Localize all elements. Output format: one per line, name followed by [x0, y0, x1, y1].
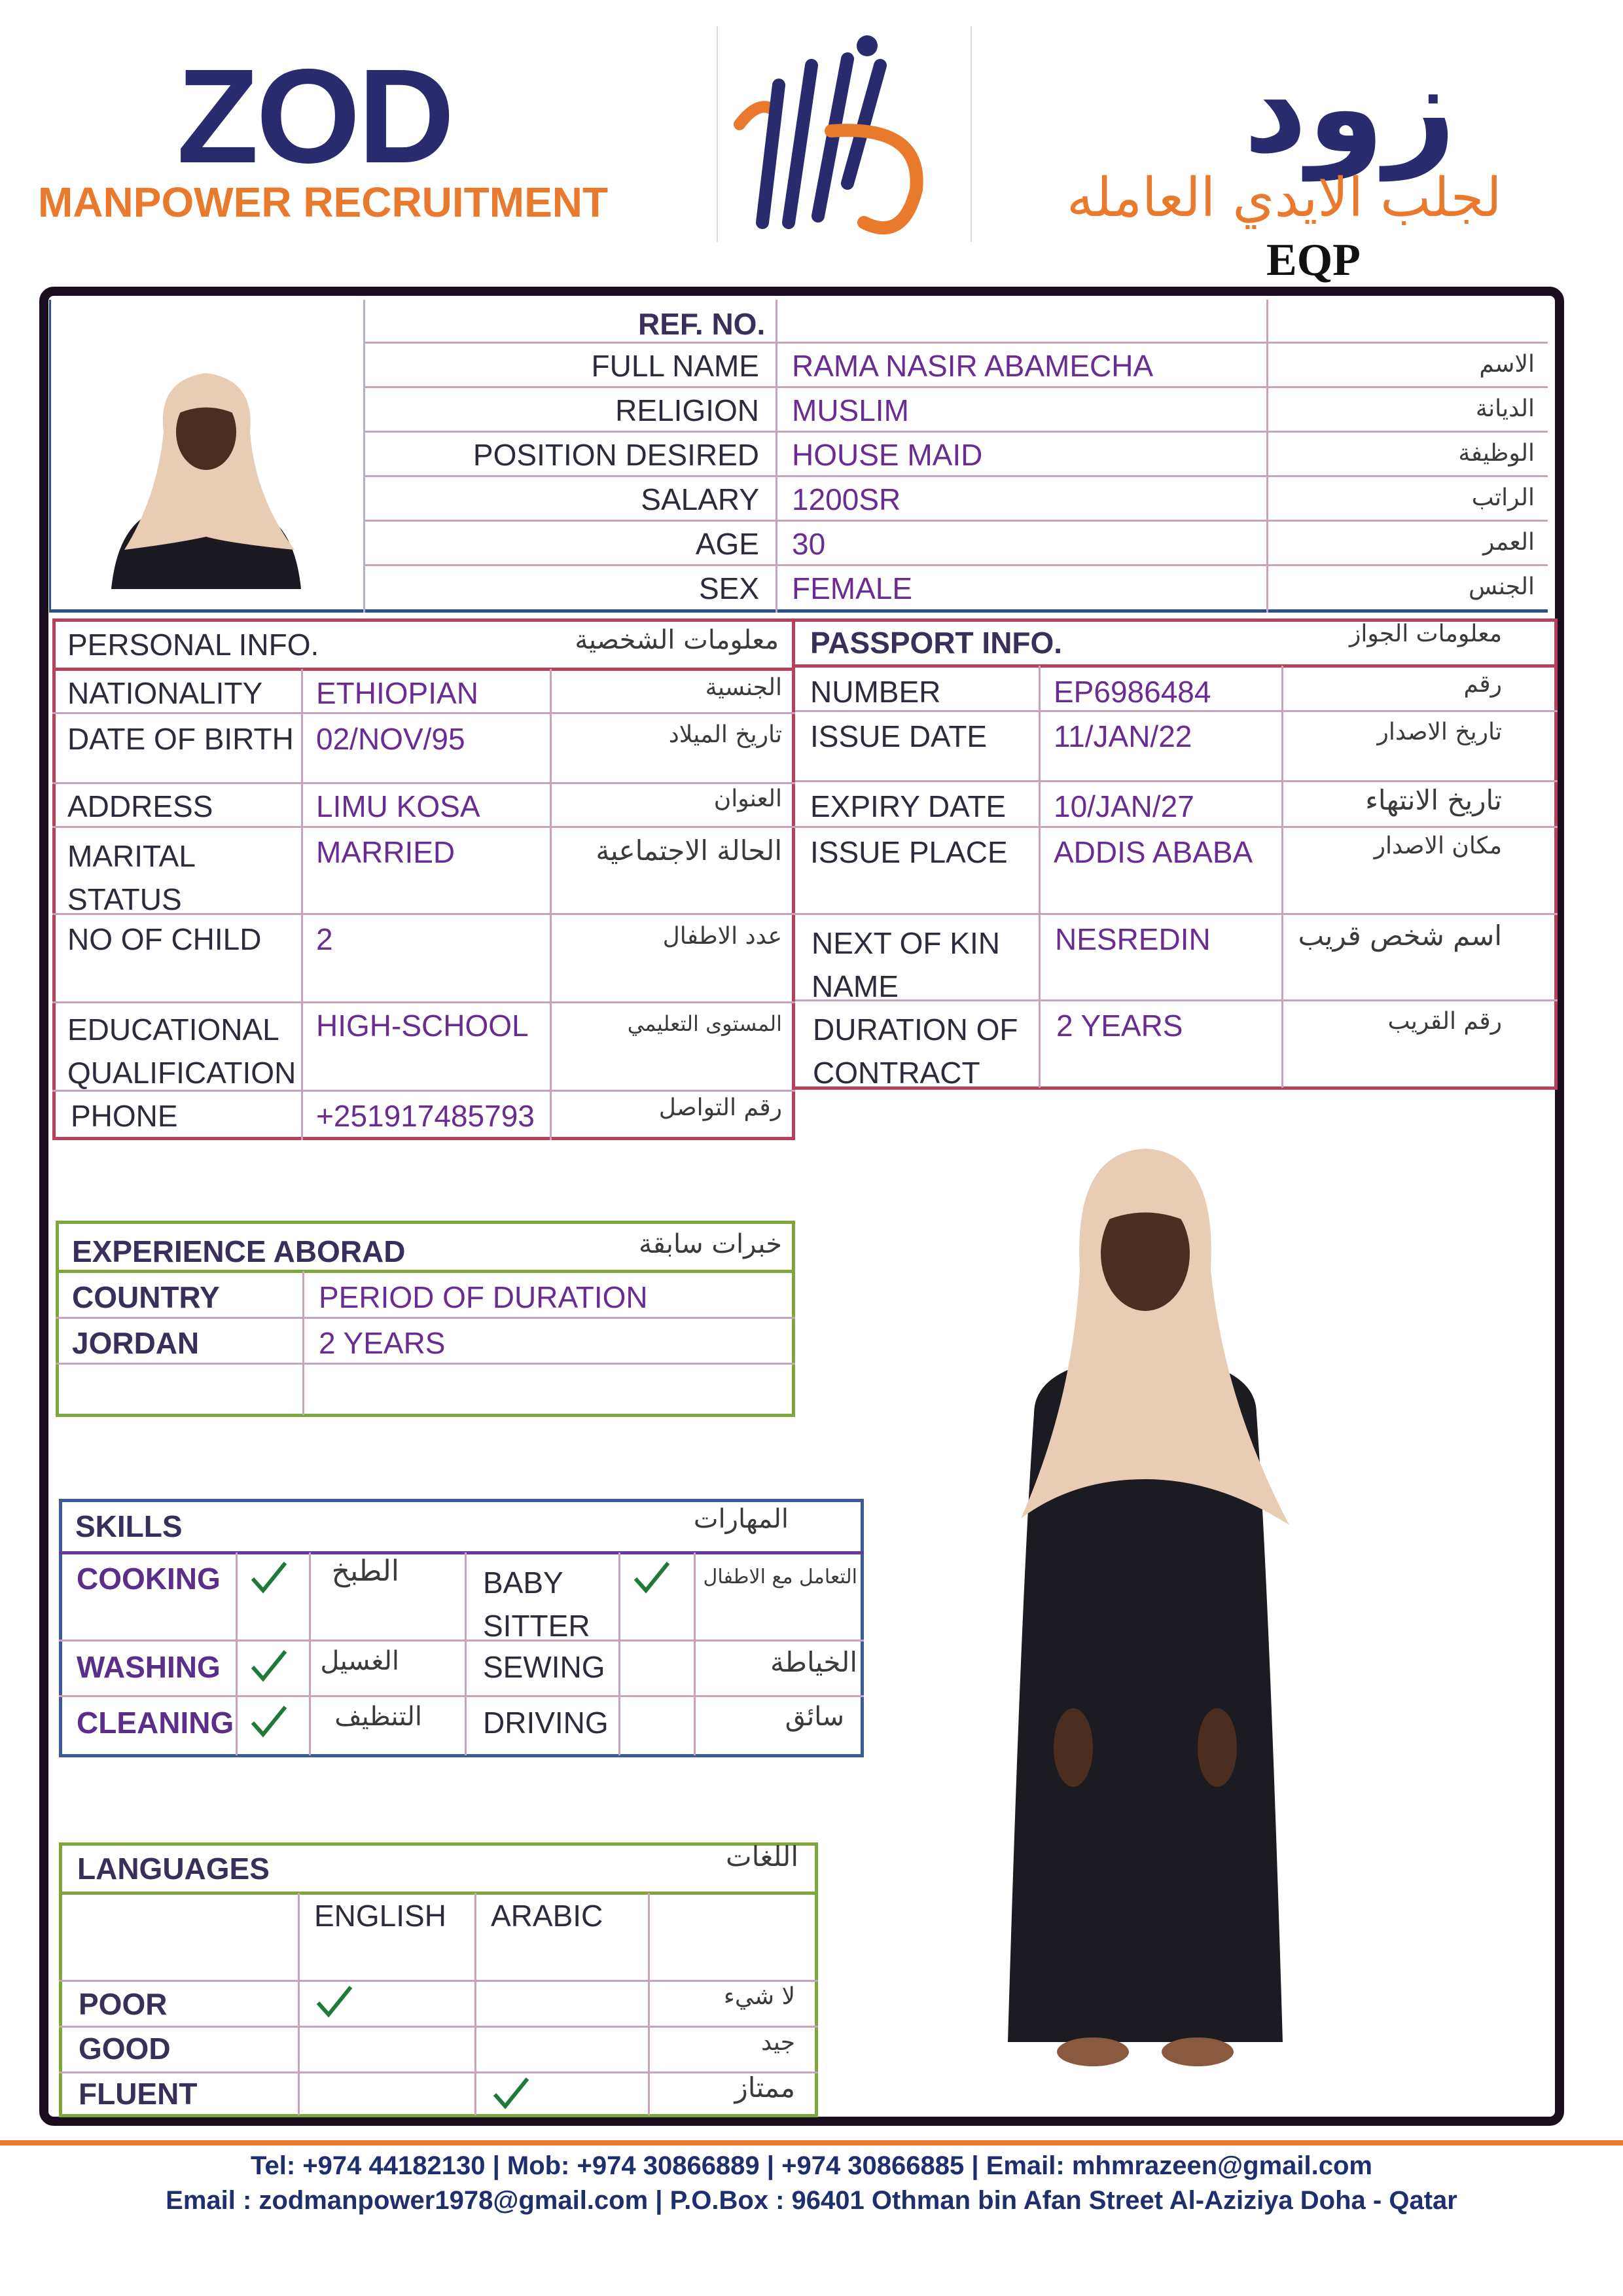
full-name-value: RAMA NASIR ABAMECHA: [792, 349, 1154, 383]
footer-contact-line-1: Tel: +974 44182130 | Mob: +974 30866889 | +974 30866885 | Email: mhmrazeen@gmail.com: [251, 2151, 1372, 2180]
education-label: EDUCATIONAL QUALIFICATION: [67, 1013, 296, 1090]
dob-label-ar: تاريخ الميلاد: [668, 721, 782, 748]
marital-status-label: MARITAL STATUS: [67, 839, 195, 916]
skill-cleaning-label: CLEANING: [77, 1706, 234, 1740]
contract-duration-label-ar: رقم القريب: [1387, 1008, 1502, 1035]
experience-title-ar: خبرات سابقة: [639, 1229, 782, 1259]
expiry-date-value: 10/JAN/27: [1054, 789, 1194, 823]
dob-value: 02/NOV/95: [316, 722, 465, 756]
salary-label-ar: الراتب: [1471, 484, 1535, 511]
brand-subtitle: MANPOWER RECRUITMENT: [38, 179, 609, 226]
passport-info-title-ar: معلومات الجواز: [1349, 620, 1502, 647]
passport-info-title: PASSPORT INFO.: [810, 626, 1063, 660]
issue-place-value: ADDIS ABABA: [1054, 835, 1253, 869]
experience-period-value: 2 YEARS: [319, 1326, 446, 1360]
next-of-kin-label: NEXT OF KIN NAME: [812, 926, 1000, 1003]
children-label: NO OF CHILD: [67, 922, 262, 956]
religion-label: RELIGION: [615, 393, 759, 427]
company-logo-icon: [713, 26, 975, 249]
nationality-label: NATIONALITY: [67, 676, 263, 710]
religion-label-ar: الديانة: [1475, 395, 1535, 422]
issue-date-label-ar: تاريخ الاصدار: [1377, 719, 1502, 745]
language-level-fluent-label-ar: ممتاز: [734, 2072, 795, 2104]
issue-place-label-ar: مكان الاصدار: [1374, 833, 1502, 859]
skill-washing-label-ar: الغسيل: [320, 1646, 399, 1676]
brand-logo-text: ZOD: [177, 41, 452, 191]
address-label: ADDRESS: [67, 789, 213, 823]
address-value: LIMU KOSA: [316, 789, 480, 823]
skill-washing-label: WASHING: [77, 1650, 221, 1684]
children-label-ar: عدد الاطفال: [662, 923, 782, 950]
address-label-ar: العنوان: [713, 785, 782, 812]
skill-baby-sitter-check-icon: [632, 1558, 671, 1597]
issue-date-label: ISSUE DATE: [810, 719, 988, 753]
phone-value: +251917485793: [316, 1099, 535, 1133]
marital-status-label-ar: الحالة الاجتماعية: [596, 834, 782, 867]
language-level-poor-label-ar: لا شيء: [723, 1983, 795, 2010]
passport-number-label-ar: رقم: [1463, 671, 1502, 698]
footer-divider: [0, 2140, 1623, 2145]
language-level-good-label-ar: جيد: [760, 2029, 795, 2056]
expiry-date-label: EXPIRY DATE: [810, 789, 1007, 823]
religion-value: MUSLIM: [792, 393, 909, 427]
education-label-ar: المستوى التعليمي: [627, 1011, 782, 1036]
age-label: AGE: [695, 527, 759, 561]
footer-contact-line-2: Email : zodmanpower1978@gmail.com | P.O.Box : 96401 Othman bin Afan Street Al-Aziziya Doha - Qatar: [166, 2186, 1457, 2215]
passport-number-value: EP6986484: [1054, 675, 1211, 709]
position-label: POSITION DESIRED: [473, 438, 759, 472]
full-name-label-ar: الاسم: [1479, 351, 1535, 378]
language-arabic-header: ARABIC: [491, 1899, 603, 1933]
salary-value: 1200SR: [792, 482, 901, 516]
skill-sewing-label: SEWING: [483, 1650, 605, 1684]
language-english-header: ENGLISH: [314, 1899, 446, 1933]
skill-cleaning-label-ar: التنظيف: [334, 1702, 422, 1732]
nationality-label-ar: الجنسية: [705, 674, 782, 701]
brand-logo-arabic: زود: [1243, 36, 1456, 181]
skill-baby-sitter-label: BABY SITTER: [483, 1566, 590, 1643]
skill-washing-check-icon: [249, 1646, 288, 1685]
language-level-good-label: GOOD: [79, 2032, 171, 2066]
personal-info-title-ar: معلومات الشخصية: [575, 625, 779, 655]
phone-label-ar: رقم التواصل: [658, 1094, 782, 1121]
office-code: EQP: [1266, 235, 1361, 285]
skill-driving-label-ar: سائق: [785, 1702, 844, 1732]
marital-status-value: MARRIED: [316, 835, 455, 869]
applicant-portrait-photo: [98, 353, 314, 589]
languages-title-ar: اللغات: [726, 1840, 798, 1873]
passport-number-label: NUMBER: [810, 675, 941, 709]
skill-cooking-label: COOKING: [77, 1562, 221, 1596]
position-label-ar: الوظيفة: [1458, 440, 1535, 467]
expiry-date-label-ar: تاريخ الانتهاء: [1365, 784, 1502, 816]
next-of-kin-label-ar: اسم شخص قريب: [1298, 920, 1502, 952]
skill-cooking-check-icon: [249, 1558, 288, 1597]
skill-baby-sitter-label-ar: التعامل مع الاطفال: [703, 1566, 857, 1588]
skill-driving-label: DRIVING: [483, 1706, 609, 1740]
salary-label: SALARY: [641, 482, 759, 516]
contract-duration-label: DURATION OF CONTRACT: [813, 1013, 1018, 1090]
issue-date-value: 11/JAN/22: [1054, 719, 1192, 753]
next-of-kin-value: NESREDIN: [1055, 922, 1211, 956]
personal-info-title: PERSONAL INFO.: [67, 628, 319, 662]
skill-cleaning-check-icon: [249, 1702, 288, 1741]
education-value: HIGH-SCHOOL: [316, 1009, 529, 1043]
skill-cooking-label-ar: الطبخ: [331, 1554, 399, 1588]
experience-title: EXPERIENCE ABORAD: [72, 1234, 406, 1268]
language-english-poor-check-icon: [314, 1982, 353, 2021]
age-label-ar: العمر: [1482, 529, 1535, 556]
dob-label: DATE OF BIRTH: [67, 722, 294, 756]
languages-title: LANGUAGES: [77, 1852, 270, 1886]
skill-sewing-label-ar: الخياطة: [770, 1646, 857, 1678]
age-value: 30: [792, 527, 826, 561]
brand-subtitle-arabic: لجلب الايدي العامله: [1067, 167, 1502, 229]
language-level-fluent-label: FLUENT: [79, 2077, 198, 2111]
skills-title-ar: المهارات: [693, 1504, 789, 1534]
sex-label-ar: الجنس: [1469, 573, 1535, 600]
skills-title: SKILLS: [75, 1509, 183, 1543]
phone-label: PHONE: [71, 1099, 178, 1133]
sex-value: FEMALE: [792, 571, 913, 605]
contract-duration-value: 2 YEARS: [1056, 1009, 1183, 1043]
position-value: HOUSE MAID: [792, 438, 983, 472]
ref-no-label: REF. NO.: [638, 307, 766, 341]
experience-period-header: PERIOD OF DURATION: [319, 1280, 648, 1314]
experience-country-value: JORDAN: [72, 1326, 200, 1360]
experience-country-header: COUNTRY: [72, 1280, 220, 1314]
language-arabic-fluent-check-icon: [491, 2073, 530, 2113]
nationality-value: ETHIOPIAN: [316, 676, 478, 710]
issue-place-label: ISSUE PLACE: [810, 835, 1008, 869]
applicant-full-body-photo: [982, 1139, 1309, 2088]
sex-label: SEX: [698, 571, 759, 605]
children-value: 2: [316, 922, 333, 956]
language-level-poor-label: POOR: [79, 1987, 168, 2021]
full-name-label: FULL NAME: [591, 349, 759, 383]
